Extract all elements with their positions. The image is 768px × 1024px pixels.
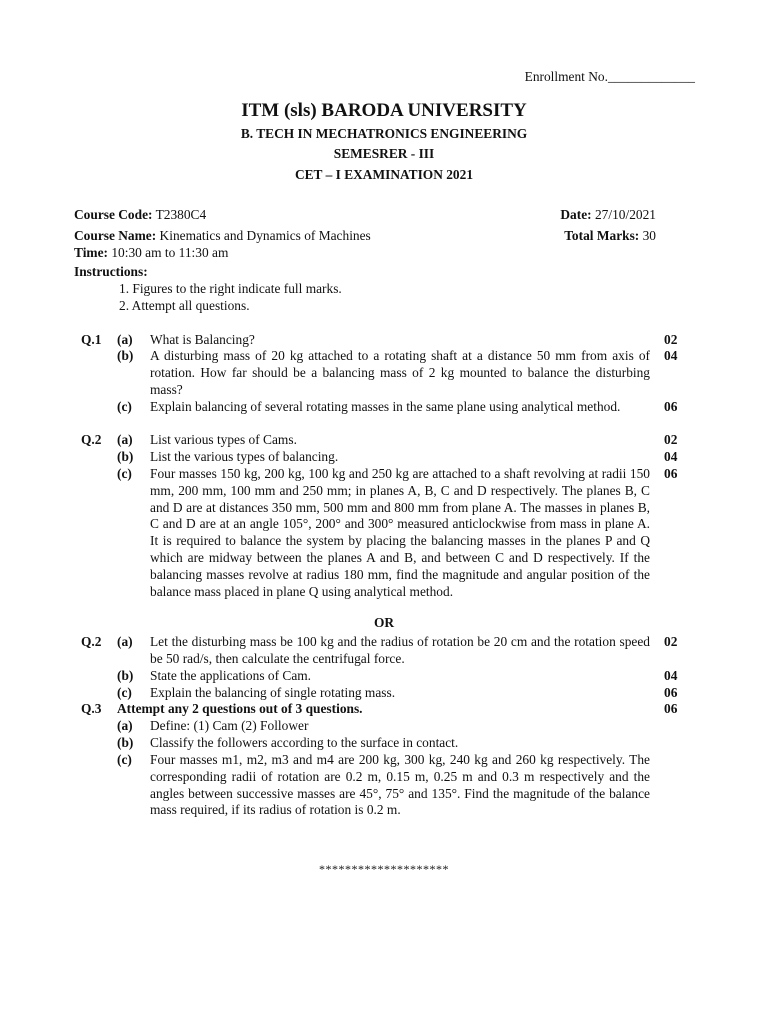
- or-separator: OR: [373, 615, 395, 630]
- question-number: Q.1: [81, 332, 102, 347]
- question-text: Let the disturbing mass be 100 kg and the radius of rotation be 20 cm and the rotation speed be 50 rad/s, then calculate the centrifugal force.: [150, 634, 650, 666]
- question-marks: 06: [664, 701, 678, 716]
- subquestion-tag: (c): [117, 466, 132, 481]
- subquestion-tag: (a): [117, 634, 133, 649]
- question-text: Explain the balancing of single rotating mass.: [150, 685, 396, 700]
- time-label: Time:: [74, 245, 108, 260]
- subquestion-tag: (a): [117, 718, 133, 733]
- question-text: Define: (1) Cam (2) Follower: [150, 718, 309, 733]
- question-text: What is Balancing?: [150, 332, 255, 347]
- question-marks: 04: [664, 449, 678, 464]
- course-name: Kinematics and Dynamics of Machines: [159, 228, 371, 243]
- total-marks-field: [564, 228, 656, 244]
- subquestion-tag: (a): [117, 432, 133, 447]
- total-marks: 30: [642, 228, 656, 243]
- course-code-row: [74, 207, 656, 223]
- question-text: List various types of Cams.: [150, 432, 297, 447]
- question-text: Explain balancing of several rotating masses in the same plane using analytical method.: [150, 399, 621, 414]
- subquestion-tag: (b): [117, 449, 134, 464]
- time-value: 10:30 am to 11:30 am: [111, 245, 229, 260]
- course-code: T2380C4: [155, 207, 207, 222]
- instruction-item: 2. Attempt all questions.: [119, 298, 250, 313]
- question-text: List the various types of balancing.: [150, 449, 339, 464]
- course-name-row: [74, 228, 656, 244]
- question-marks: 06: [664, 399, 678, 414]
- question-number: Q.2: [81, 634, 102, 649]
- question-text: Classify the followers according to the surface in contact.: [150, 735, 459, 750]
- subquestion-tag: (b): [117, 668, 134, 683]
- question-marks: 04: [664, 348, 678, 363]
- date-field: [560, 207, 656, 223]
- instructions-label: Instructions:: [74, 264, 148, 279]
- course-name-label: Course Name:: [74, 228, 157, 243]
- exam-name: CET – I EXAMINATION 2021: [294, 167, 474, 182]
- date-value: 27/10/2021: [594, 207, 656, 222]
- end-of-paper-marker: ********************: [319, 862, 449, 876]
- question-marks: 06: [664, 685, 678, 700]
- question-text: State the applications of Cam.: [150, 668, 312, 683]
- subquestion-tag: (c): [117, 685, 132, 700]
- question-text: A disturbing mass of 20 kg attached to a rotating shaft at a distance 50 mm from axis of rotation. How far should be a balancing mass of 2 kg mounted to balance the disturbing mass?: [150, 348, 650, 397]
- question-heading: Attempt any 2 questions out of 3 questions.: [117, 701, 363, 716]
- subquestion-tag: (a): [117, 332, 133, 347]
- question-text: Four masses m1, m2, m3 and m4 are 200 kg, 300 kg, 240 kg and 260 kg respectively. The corresponding radii of rotation are 0.2 m, 0.15 m, 0.25 m and 0.3 m respectively and the angles between successive masses are 45°, 75° and 135°. Find the magnitude of the balance mass required, if its radius of rotation is 0.2 m.: [150, 752, 650, 818]
- date-label: Date:: [560, 207, 592, 222]
- semester: SEMESRER - III: [333, 146, 435, 161]
- question-number: Q.3: [81, 701, 102, 716]
- question-marks: 04: [664, 668, 678, 683]
- subquestion-tag: (c): [117, 399, 132, 414]
- total-marks-label: Total Marks:: [564, 228, 640, 243]
- instruction-item: 1. Figures to the right indicate full marks.: [119, 281, 342, 296]
- question-marks: 06: [664, 466, 678, 481]
- university-name: ITM (sls) BARODA UNIVERSITY: [241, 100, 527, 121]
- program-name: B. TECH IN MECHATRONICS ENGINEERING: [240, 126, 528, 141]
- question-marks: 02: [664, 332, 678, 347]
- question-text: Four masses 150 kg, 200 kg, 100 kg and 250 kg are attached to a shaft revolving at radii 150 mm, 200 mm, 100 mm and 250 mm; in planes A, B, C and D respectively. The planes B, C and D are at distances 350 mm, 500 mm and 800 mm from plane A. The masses in planes B, C and D are at an angle 105°, 200° and 300° measured anticlockwise from mass in plane A. It is required to balance the system by placing the balancing masses in the planes P and Q which are midway between the planes A and B, and between C and D respectively. If the balancing masses revolve at radius 180 mm, find the magnitude and angular position of the balance mass placed in plane Q using analytical method.: [150, 466, 650, 599]
- question-marks: 02: [664, 432, 678, 447]
- question-marks: 02: [664, 634, 678, 649]
- time-row: [74, 245, 656, 261]
- question-number: Q.2: [81, 432, 102, 447]
- course-code-label: Course Code:: [74, 207, 153, 222]
- subquestion-tag: (b): [117, 348, 134, 363]
- enrollment-number: Enrollment No._____________: [524, 69, 695, 84]
- subquestion-tag: (b): [117, 735, 134, 750]
- subquestion-tag: (c): [117, 752, 132, 767]
